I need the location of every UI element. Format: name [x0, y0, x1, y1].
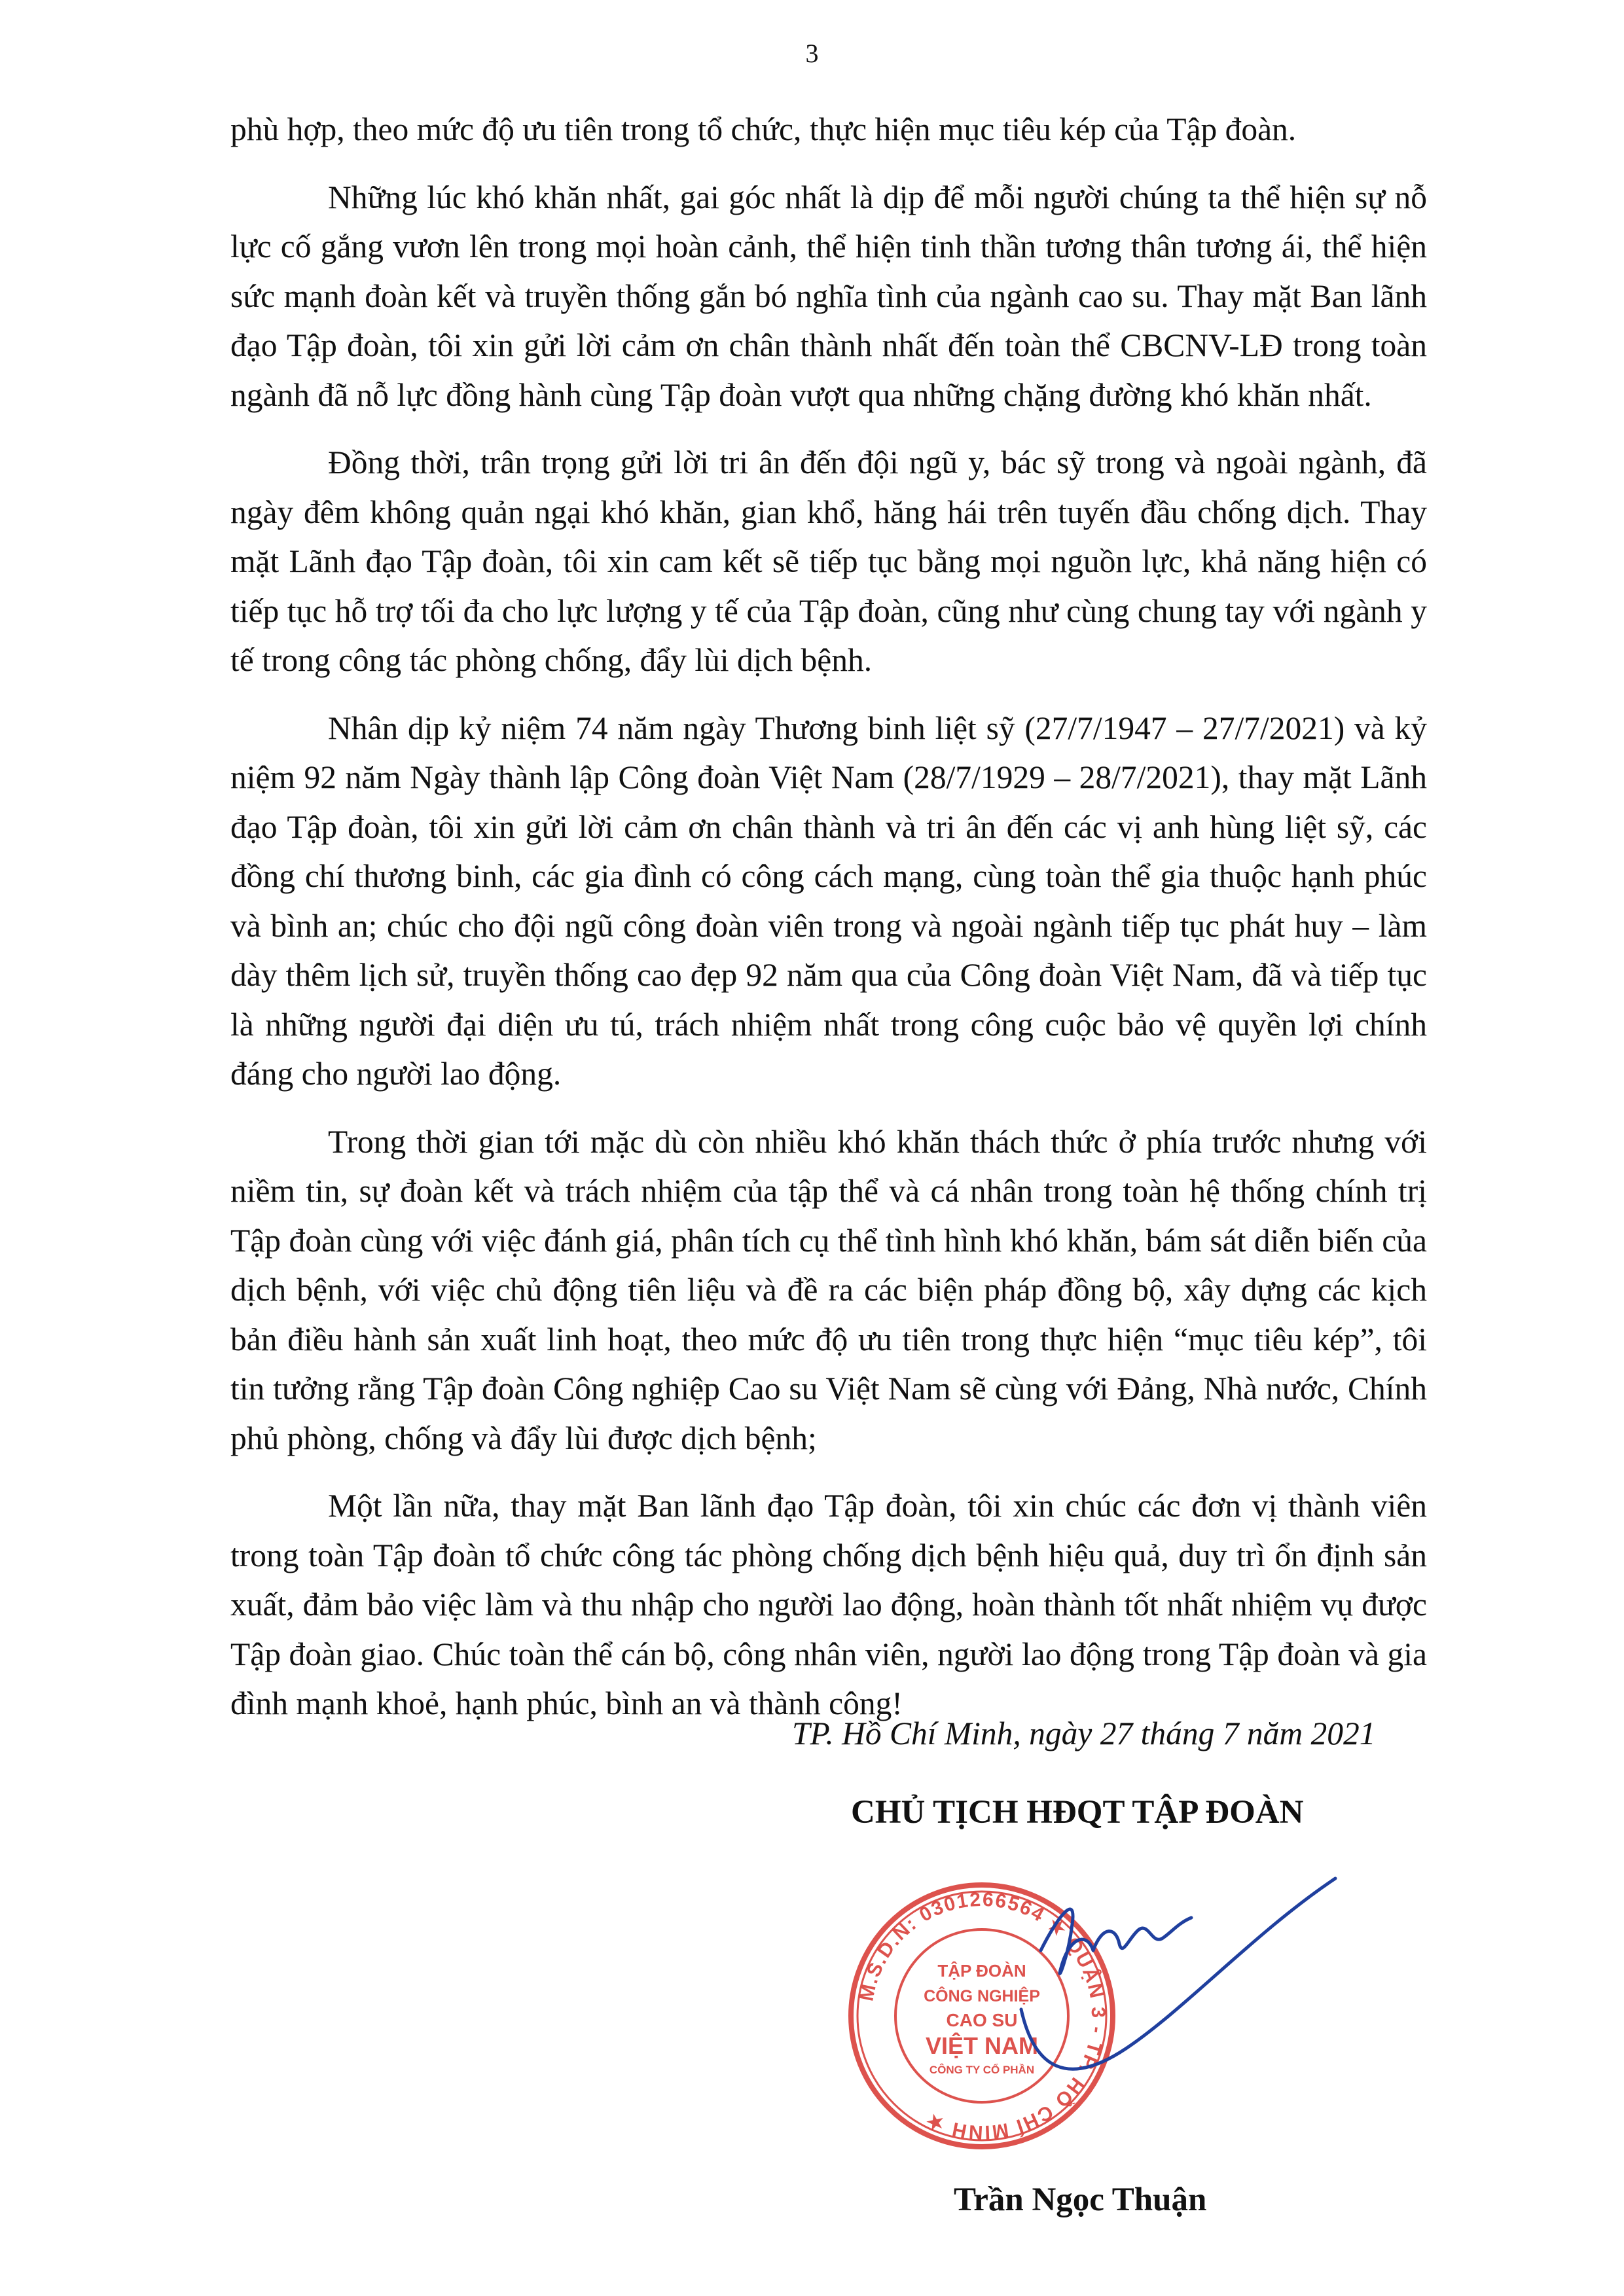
svg-text:M.S.D.N: 0301266564 ★ QUẬN 3 -: M.S.D.N: 0301266564 ★ QUẬN 3 - TP. HỒ CHÍ MINH ★ [856, 1888, 1110, 2144]
page-number: 3 [805, 39, 819, 68]
paragraph-gratitude-staff: Những lúc khó khăn nhất, gai góc nhất là dịp để mỗi người chúng ta thể hiện sự nỗ lực cố gắng vươn lên trong mọi hoàn cảnh, thể hiện tinh thần tương thân tương ái, thể hiện sức mạnh đoàn kết và truyền thống gắn bó nghĩa tình của ngành cao su. Thay mặt Ban lãnh đạo Tập đoàn, tôi xin gửi lời cảm ơn chân thành nhất đến toàn thể CBCNV-LĐ trong toàn ngành đã nỗ lực đồng hành cùng Tập đoàn vượt qua những chặng đường khó khăn nhất. [230, 179, 1427, 413]
paragraph-closing-wishes: Một lần nữa, thay mặt Ban lãnh đạo Tập đoàn, tôi xin chúc các đơn vị thành viên trong toàn Tập đoàn tổ chức công tác phòng chống dịch bệnh hiệu quả, duy trì ổn định sản xuất, đảm bảo việc làm và thu nhập cho người lao động, hoàn thành tốt nhất nhiệm vụ được Tập đoàn giao. Chúc toàn thể cán bộ, công nhân viên, người lao động trong Tập đoàn và gia đình mạnh khoẻ, hạnh phúc, bình an và thành công! [230, 1488, 1427, 1721]
signer-title: CHỦ TỊCH HĐQT TẬP ĐOÀN [851, 1794, 1304, 1831]
paragraph-outlook: Trong thời gian tới mặc dù còn nhiều khó khăn thách thức ở phía trước nhưng với niềm tin, sự đoàn kết và trách nhiệm của tập thể và cá nhân trong toàn hệ thống chính trị Tập đoàn cùng với việc đánh giá, phân tích cụ thể tình hình khó khăn, bám sát diễn biến của dịch bệnh, với việc chủ động tiên liệu và đề ra các biện pháp đồng bộ, xây dựng các kịch bản điều hành sản xuất linh hoạt, theo mức độ ưu tiên trong thực hiện “mục tiêu kép”, tôi tin tưởng rằng Tập đoàn Công nghiệp Cao su Việt Nam sẽ cùng với Đảng, Nhà nước, Chính phủ phòng, chống và đẩy lùi được dịch bệnh; [230, 1123, 1427, 1456]
signer-name: Trần Ngọc Thuận [954, 2181, 1207, 2218]
svg-text:CAO SU: CAO SU [946, 2010, 1018, 2030]
place-date: TP. Hồ Chí Minh, ngày 27 tháng 7 năm 2021 [792, 1715, 1376, 1751]
svg-text:VIỆT NAM: VIỆT NAM [925, 2032, 1039, 2059]
paragraph-gratitude-medical: Đồng thời, trân trọng gửi lời tri ân đến đội ngũ y, bác sỹ trong và ngoài ngành, đã ngày đêm không quản ngại khó khăn, gian khổ, hăng hái trên tuyến đầu chống dịch. Thay mặt Lãnh đạo Tập đoàn, tôi xin cam kết sẽ tiếp tục bằng mọi nguồn lực, khả năng hiện có tiếp tục hỗ trợ tối đa cho lực lượng y tế của Tập đoàn, cũng như cùng chung tay với ngành y tế trong công tác phòng chống, đẩy lùi dịch bệnh. [230, 444, 1427, 678]
svg-text:CÔNG TY CỔ PHẦN: CÔNG TY CỔ PHẦN [929, 2064, 1035, 2076]
svg-text:TẬP ĐOÀN: TẬP ĐOÀN [937, 1961, 1026, 1981]
svg-text:CÔNG NGHIỆP: CÔNG NGHIỆP [924, 1987, 1040, 2005]
paragraph-continuation: phù hợp, theo mức độ ưu tiên trong tổ chức, thực hiện mục tiêu kép của Tập đoàn. [230, 111, 1297, 147]
letter-body [230, 105, 1427, 1747]
signature-block [0, 1715, 1624, 2265]
handwritten-signature [995, 1852, 1348, 2101]
paragraph-anniversaries: Nhân dịp kỷ niệm 74 năm ngày Thương binh liệt sỹ (27/7/1947 – 27/7/2021) và kỷ niệm 92 năm Ngày thành lập Công đoàn Việt Nam (28/7/1929 – 28/7/2021), thay mặt Lãnh đạo Tập đoàn, tôi xin gửi lời cảm ơn chân thành và tri ân đến các vị anh hùng liệt sỹ, các đồng chí thương binh, các gia đình có công cách mạng, cùng toàn thể gia thuộc hạnh phúc và bình an; chúc cho đội ngũ công đoàn viên trong và ngoài ngành tiếp tục phát huy – làm dày thêm lịch sử, truyền thống cao đẹp 92 năm qua của Công đoàn Việt Nam, đã và tiếp tục là những người đại diện ưu tú, trách nhiệm nhất trong công cuộc bảo vệ quyền lợi chính đáng cho người lao động. [230, 709, 1427, 1092]
